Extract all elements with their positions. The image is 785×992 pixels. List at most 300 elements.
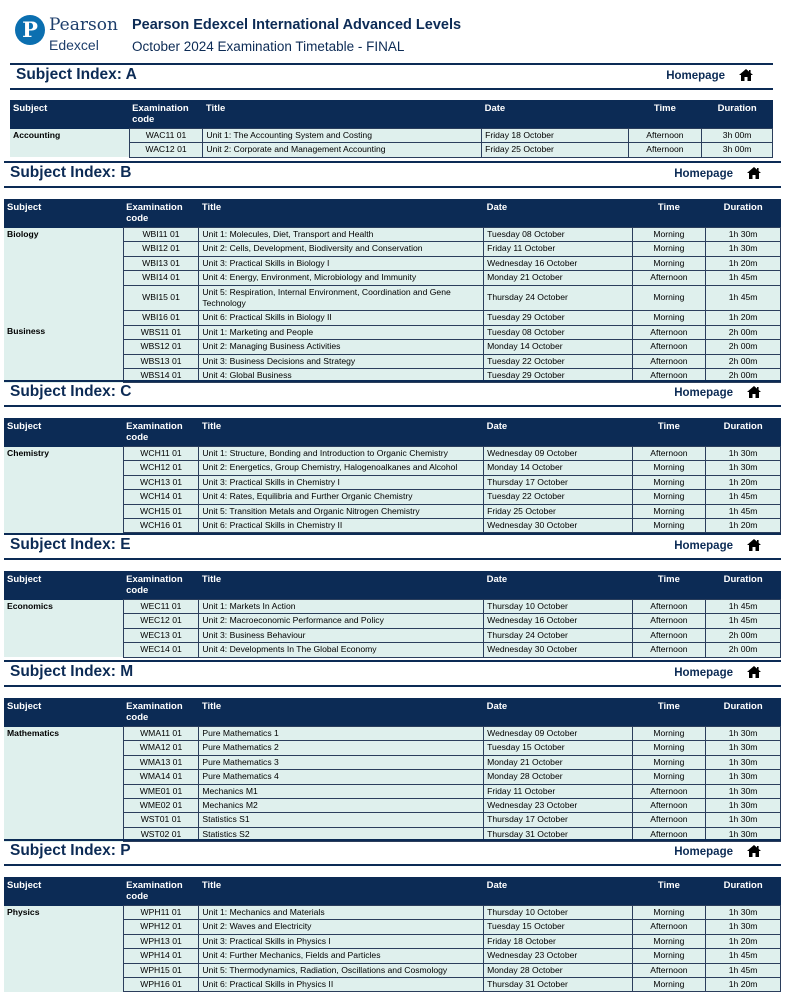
exam-duration: 3h 00m (702, 129, 773, 143)
exam-time: Afternoon (632, 600, 706, 614)
col-time: Time (632, 418, 706, 447)
exam-duration: 1h 30m (706, 755, 781, 769)
exam-duration: 1h 45m (706, 963, 781, 977)
exam-time: Afternoon (632, 827, 706, 841)
exam-title: Unit 1: Marketing and People (199, 325, 484, 339)
subject-index-bar (4, 660, 781, 687)
col-code-line2: code (132, 114, 155, 125)
subject-name: Economics (4, 600, 123, 658)
exam-time: Afternoon (632, 813, 706, 827)
header-row (4, 877, 781, 906)
exam-duration: 1h 20m (706, 978, 781, 992)
subject-index-section (4, 533, 781, 655)
exam-time: Morning (632, 906, 706, 920)
exam-time: Afternoon (632, 614, 706, 628)
pearson-logo-mark: P (15, 15, 45, 45)
exam-time: Morning (632, 256, 706, 270)
exam-title: Unit 2: Waves and Electricity (199, 920, 484, 934)
table-row (4, 228, 781, 242)
exam-duration: 1h 30m (706, 920, 781, 934)
page-title: Pearson Edexcel International Advanced Levels (132, 17, 462, 33)
home-icon[interactable] (747, 539, 761, 554)
exam-time: Morning (632, 770, 706, 784)
exam-time: Morning (632, 475, 706, 489)
homepage-label[interactable]: Homepage (674, 846, 733, 858)
col-duration: Duration (702, 100, 773, 129)
exam-code: WCH11 01 (123, 447, 199, 461)
exam-duration: 2h 00m (706, 354, 781, 368)
col-duration: Duration (706, 418, 781, 447)
exam-title: Statistics S1 (199, 813, 484, 827)
exam-time: Afternoon (632, 340, 706, 354)
exam-title: Statistics S2 (199, 827, 484, 841)
exam-time: Morning (632, 978, 706, 992)
timetable-table (10, 100, 773, 158)
table-row (4, 727, 781, 741)
col-code-line1: Examination (126, 701, 183, 712)
exam-duration: 1h 30m (706, 813, 781, 827)
table-row (10, 129, 773, 143)
header-row (4, 199, 781, 228)
timetable-table (4, 877, 781, 992)
subject-index-title: Subject Index: C (10, 383, 132, 400)
subject-index-bar (4, 380, 781, 407)
timetable-table (4, 571, 781, 658)
exam-duration: 1h 20m (706, 475, 781, 489)
col-duration: Duration (706, 877, 781, 906)
timetable-table (4, 199, 781, 383)
exam-code: WCH16 01 (123, 519, 199, 533)
home-icon[interactable] (747, 386, 761, 401)
exam-code: WPH15 01 (123, 963, 199, 977)
col-subject: Subject (10, 100, 129, 129)
exam-date: Monday 14 October (484, 461, 632, 475)
exam-title: Pure Mathematics 1 (199, 727, 484, 741)
exam-time: Morning (632, 755, 706, 769)
homepage-label[interactable]: Homepage (674, 540, 733, 552)
col-code-line2: code (126, 712, 149, 723)
homepage-link[interactable] (674, 666, 761, 681)
subject-name: Mathematics (4, 727, 123, 842)
exam-time: Morning (632, 504, 706, 518)
timetable-table (4, 418, 781, 533)
subject-name: Business (4, 325, 123, 383)
exam-duration: 2h 00m (706, 340, 781, 354)
header-row (4, 418, 781, 447)
exam-date: Friday 25 October (482, 143, 628, 157)
exam-title: Unit 4: Developments In The Global Economy (199, 643, 484, 657)
col-time: Time (632, 698, 706, 727)
exam-duration: 2h 00m (706, 369, 781, 383)
homepage-label[interactable]: Homepage (666, 70, 725, 82)
exam-code: WBS11 01 (123, 325, 199, 339)
col-title: Title (199, 571, 484, 600)
exam-code: WBS13 01 (123, 354, 199, 368)
exam-duration: 1h 20m (706, 519, 781, 533)
col-examination-code (123, 199, 199, 228)
exam-date: Thursday 31 October (484, 827, 632, 841)
home-icon[interactable] (747, 845, 761, 860)
exam-title: Unit 3: Business Behaviour (199, 628, 484, 642)
exam-date: Monday 21 October (484, 271, 632, 285)
col-time: Time (632, 199, 706, 228)
exam-code: WBI14 01 (123, 271, 199, 285)
exam-duration: 1h 30m (706, 447, 781, 461)
exam-duration: 1h 45m (706, 600, 781, 614)
col-date: Date (484, 571, 632, 600)
exam-duration: 1h 45m (706, 504, 781, 518)
exam-code: WAC12 01 (129, 143, 203, 157)
exam-time: Morning (632, 519, 706, 533)
subject-index-bar (4, 533, 781, 560)
header-row (10, 100, 773, 129)
exam-time: Morning (632, 285, 706, 311)
exam-date: Friday 18 October (482, 129, 628, 143)
subject-index-title: Subject Index: P (10, 842, 131, 859)
exam-date: Wednesday 23 October (484, 949, 632, 963)
exam-title: Unit 3: Practical Skills in Physics I (199, 934, 484, 948)
exam-title: Pure Mathematics 4 (199, 770, 484, 784)
exam-code: WBS14 01 (123, 369, 199, 383)
exam-date: Wednesday 09 October (484, 447, 632, 461)
exam-code: WEC14 01 (123, 643, 199, 657)
subject-index-bar (4, 161, 781, 188)
col-time: Time (632, 571, 706, 600)
subject-block-business (4, 325, 781, 383)
exam-duration: 1h 30m (706, 741, 781, 755)
subject-index-section (4, 380, 781, 531)
exam-code: WBI16 01 (123, 311, 199, 325)
exam-title: Unit 3: Practical Skills in Biology I (199, 256, 484, 270)
exam-title: Unit 2: Energetics, Group Chemistry, Halogenoalkanes and Alcohol (199, 461, 484, 475)
col-code-line2: code (126, 585, 149, 596)
exam-time: Afternoon (632, 799, 706, 813)
exam-code: WPH16 01 (123, 978, 199, 992)
homepage-label[interactable]: Homepage (674, 667, 733, 679)
col-code-line2: code (126, 213, 149, 224)
subject-index-section (4, 660, 781, 839)
exam-duration: 1h 20m (706, 934, 781, 948)
exam-code: WST02 01 (123, 827, 199, 841)
col-subject: Subject (4, 199, 123, 228)
page-header (0, 0, 785, 64)
exam-title: Mechanics M2 (199, 799, 484, 813)
subject-name: Biology (4, 228, 123, 326)
col-date: Date (484, 698, 632, 727)
col-title: Title (203, 100, 482, 129)
exam-time: Afternoon (628, 129, 702, 143)
timetable-table (4, 698, 781, 842)
exam-duration: 2h 00m (706, 325, 781, 339)
table-row (4, 447, 781, 461)
col-code-line1: Examination (126, 574, 183, 585)
exam-title: Unit 5: Thermodynamics, Radiation, Oscillations and Cosmology (199, 963, 484, 977)
exam-title: Unit 5: Respiration, Internal Environment, Coordination and Gene Technology (199, 285, 484, 311)
page-subtitle: October 2024 Examination Timetable - FINAL (132, 39, 405, 54)
subject-block-economics (4, 600, 781, 658)
exam-date: Thursday 24 October (484, 285, 632, 311)
col-code-line1: Examination (126, 880, 183, 891)
subject-index-section (4, 839, 781, 990)
col-code-line1: Examination (126, 202, 183, 213)
subject-block-chemistry (4, 447, 781, 533)
col-duration: Duration (706, 698, 781, 727)
exam-duration: 1h 45m (706, 490, 781, 504)
exam-title: Unit 5: Transition Metals and Organic Nitrogen Chemistry (199, 504, 484, 518)
homepage-link[interactable] (674, 539, 761, 554)
col-subject: Subject (4, 571, 123, 600)
exam-date: Monday 21 October (484, 755, 632, 769)
home-icon[interactable] (739, 69, 753, 84)
col-duration: Duration (706, 571, 781, 600)
exam-time: Afternoon (632, 325, 706, 339)
exam-code: WME02 01 (123, 799, 199, 813)
exam-code: WPH12 01 (123, 920, 199, 934)
col-title: Title (199, 199, 484, 228)
exam-duration: 2h 00m (706, 628, 781, 642)
col-examination-code (123, 698, 199, 727)
homepage-link[interactable] (666, 69, 753, 84)
exam-code: WPH11 01 (123, 906, 199, 920)
exam-code: WMA12 01 (123, 741, 199, 755)
col-date: Date (482, 100, 628, 129)
exam-time: Afternoon (632, 920, 706, 934)
homepage-link[interactable] (674, 167, 761, 182)
home-icon[interactable] (747, 167, 761, 182)
exam-title: Unit 2: Managing Business Activities (199, 340, 484, 354)
homepage-link[interactable] (674, 386, 761, 401)
exam-title: Pure Mathematics 2 (199, 741, 484, 755)
exam-duration: 1h 45m (706, 271, 781, 285)
exam-date: Wednesday 30 October (484, 643, 632, 657)
exam-date: Tuesday 08 October (484, 325, 632, 339)
subject-block-biology (4, 228, 781, 326)
exam-title: Unit 6: Practical Skills in Chemistry II (199, 519, 484, 533)
exam-date: Monday 14 October (484, 340, 632, 354)
exam-time: Afternoon (632, 369, 706, 383)
exam-time: Morning (632, 242, 706, 256)
exam-title: Pure Mathematics 3 (199, 755, 484, 769)
subject-name: Accounting (10, 129, 129, 158)
exam-time: Morning (632, 934, 706, 948)
exam-title: Unit 6: Practical Skills in Physics II (199, 978, 484, 992)
exam-time: Afternoon (632, 963, 706, 977)
exam-code: WMA13 01 (123, 755, 199, 769)
col-time: Time (632, 877, 706, 906)
exam-date: Tuesday 15 October (484, 741, 632, 755)
exam-duration: 1h 45m (706, 285, 781, 311)
exam-time: Afternoon (632, 354, 706, 368)
exam-duration: 3h 00m (702, 143, 773, 157)
exam-code: WBI15 01 (123, 285, 199, 311)
col-title: Title (199, 418, 484, 447)
exam-title: Unit 2: Macroeconomic Performance and Policy (199, 614, 484, 628)
exam-code: WCH15 01 (123, 504, 199, 518)
exam-date: Tuesday 15 October (484, 920, 632, 934)
logo-subbrand: Edexcel (49, 37, 99, 53)
exam-date: Tuesday 08 October (484, 228, 632, 242)
exam-date: Wednesday 16 October (484, 256, 632, 270)
table-row (4, 600, 781, 614)
subject-name: Chemistry (4, 447, 123, 533)
col-title: Title (199, 698, 484, 727)
exam-duration: 1h 30m (706, 784, 781, 798)
exam-title: Unit 3: Business Decisions and Strategy (199, 354, 484, 368)
exam-time: Afternoon (632, 784, 706, 798)
exam-date: Monday 28 October (484, 963, 632, 977)
exam-code: WMA14 01 (123, 770, 199, 784)
exam-date: Thursday 17 October (484, 475, 632, 489)
exam-title: Unit 1: Mechanics and Materials (199, 906, 484, 920)
pearson-logo (15, 15, 118, 55)
exam-time: Morning (632, 949, 706, 963)
exam-code: WEC13 01 (123, 628, 199, 642)
exam-duration: 1h 30m (706, 242, 781, 256)
col-examination-code (123, 571, 199, 600)
exam-time: Afternoon (632, 643, 706, 657)
exam-title: Unit 3: Practical Skills in Chemistry I (199, 475, 484, 489)
exam-title: Unit 6: Practical Skills in Biology II (199, 311, 484, 325)
exam-code: WME01 01 (123, 784, 199, 798)
exam-duration: 1h 30m (706, 461, 781, 475)
exam-code: WPH14 01 (123, 949, 199, 963)
exam-code: WBI13 01 (123, 256, 199, 270)
exam-time: Morning (632, 741, 706, 755)
subject-index-section (10, 63, 773, 155)
header-row (4, 698, 781, 727)
exam-date: Tuesday 22 October (484, 490, 632, 504)
exam-code: WCH13 01 (123, 475, 199, 489)
exam-title: Unit 2: Cells, Development, Biodiversity and Conservation (199, 242, 484, 256)
exam-code: WBI11 01 (123, 228, 199, 242)
subject-index-bar (4, 839, 781, 866)
exam-title: Unit 1: The Accounting System and Costing (203, 129, 482, 143)
exam-code: WCH14 01 (123, 490, 199, 504)
subject-index-title: Subject Index: M (10, 663, 134, 680)
exam-date: Wednesday 09 October (484, 727, 632, 741)
col-code-line1: Examination (126, 421, 183, 432)
col-code-line1: Examination (132, 103, 189, 114)
exam-title: Mechanics M1 (199, 784, 484, 798)
exam-date: Friday 11 October (484, 242, 632, 256)
exam-time: Afternoon (632, 628, 706, 642)
exam-date: Wednesday 30 October (484, 519, 632, 533)
col-subject: Subject (4, 418, 123, 447)
exam-duration: 1h 20m (706, 311, 781, 325)
exam-time: Morning (632, 311, 706, 325)
col-subject: Subject (4, 877, 123, 906)
subject-block-accounting (10, 129, 773, 158)
exam-code: WST01 01 (123, 813, 199, 827)
exam-code: WEC12 01 (123, 614, 199, 628)
subject-index-title: Subject Index: B (10, 164, 132, 181)
exam-date: Tuesday 29 October (484, 311, 632, 325)
exam-time: Morning (632, 490, 706, 504)
exam-date: Monday 28 October (484, 770, 632, 784)
exam-date: Tuesday 29 October (484, 369, 632, 383)
exam-code: WEC11 01 (123, 600, 199, 614)
exam-code: WMA11 01 (123, 727, 199, 741)
exam-duration: 1h 30m (706, 770, 781, 784)
exam-date: Friday 25 October (484, 504, 632, 518)
header-row (4, 571, 781, 600)
exam-title: Unit 4: Further Mechanics, Fields and Particles (199, 949, 484, 963)
col-examination-code (123, 877, 199, 906)
exam-date: Friday 18 October (484, 934, 632, 948)
exam-code: WBI12 01 (123, 242, 199, 256)
exam-title: Unit 4: Energy, Environment, Microbiology and Immunity (199, 271, 484, 285)
col-date: Date (484, 877, 632, 906)
exam-title: Unit 1: Markets In Action (199, 600, 484, 614)
exam-code: WCH12 01 (123, 461, 199, 475)
table-row (4, 325, 781, 339)
exam-title: Unit 2: Corporate and Management Accounting (203, 143, 482, 157)
exam-title: Unit 4: Global Business (199, 369, 484, 383)
homepage-label[interactable]: Homepage (674, 387, 733, 399)
table-row (4, 906, 781, 920)
subject-index-title: Subject Index: A (16, 66, 137, 83)
subject-name: Physics (4, 906, 123, 992)
col-date: Date (484, 199, 632, 228)
homepage-label[interactable]: Homepage (674, 168, 733, 180)
exam-time: Afternoon (632, 447, 706, 461)
exam-time: Morning (632, 727, 706, 741)
exam-code: WBS12 01 (123, 340, 199, 354)
exam-code: WAC11 01 (129, 129, 203, 143)
exam-date: Wednesday 23 October (484, 799, 632, 813)
exam-duration: 1h 30m (706, 727, 781, 741)
subject-block-mathematics (4, 727, 781, 842)
logo-wordmark: Pearson (49, 15, 118, 35)
exam-date: Thursday 17 October (484, 813, 632, 827)
exam-duration: 2h 00m (706, 643, 781, 657)
exam-date: Thursday 10 October (484, 906, 632, 920)
subject-block-physics (4, 906, 781, 992)
exam-time: Morning (632, 228, 706, 242)
exam-duration: 1h 45m (706, 949, 781, 963)
exam-date: Thursday 10 October (484, 600, 632, 614)
col-date: Date (484, 418, 632, 447)
col-examination-code (129, 100, 203, 129)
home-icon[interactable] (747, 666, 761, 681)
exam-duration: 1h 45m (706, 614, 781, 628)
exam-duration: 1h 30m (706, 228, 781, 242)
homepage-link[interactable] (674, 845, 761, 860)
col-subject: Subject (4, 698, 123, 727)
exam-title: Unit 4: Rates, Equilibria and Further Organic Chemistry (199, 490, 484, 504)
exam-date: Tuesday 22 October (484, 354, 632, 368)
subject-index-section (4, 161, 781, 381)
subject-index-bar (10, 63, 773, 90)
exam-time: Afternoon (628, 143, 702, 157)
exam-title: Unit 1: Structure, Bonding and Introduction to Organic Chemistry (199, 447, 484, 461)
exam-duration: 1h 30m (706, 799, 781, 813)
exam-date: Thursday 24 October (484, 628, 632, 642)
exam-duration: 1h 30m (706, 906, 781, 920)
exam-duration: 1h 30m (706, 827, 781, 841)
exam-code: WPH13 01 (123, 934, 199, 948)
exam-date: Wednesday 16 October (484, 614, 632, 628)
exam-date: Friday 11 October (484, 784, 632, 798)
col-examination-code (123, 418, 199, 447)
col-code-line2: code (126, 891, 149, 902)
exam-title: Unit 1: Molecules, Diet, Transport and Health (199, 228, 484, 242)
exam-time: Morning (632, 461, 706, 475)
exam-date: Thursday 31 October (484, 978, 632, 992)
exam-time: Afternoon (632, 271, 706, 285)
exam-duration: 1h 20m (706, 256, 781, 270)
col-duration: Duration (706, 199, 781, 228)
